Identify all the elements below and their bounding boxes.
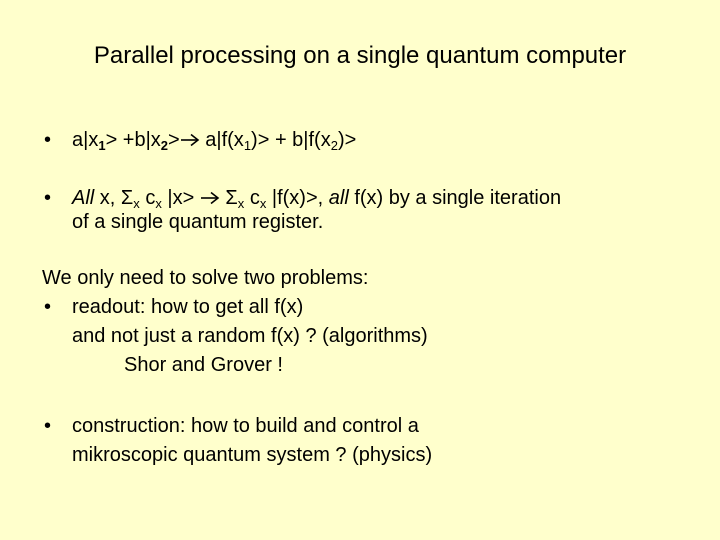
construction-line-1: construction: how to build and control a [72, 415, 419, 437]
bullet-2-line-1: All x, $\Sigma_x$ $c_x$ $|x> \Sigma_x$ $c_x$ |f(x)>, all f(x) by a single iteration [72, 187, 562, 211]
bullet-2-line-2: of a single quantum register. [72, 211, 324, 233]
construction-line-2: mikroscopic quantum system ? (physics) [72, 444, 433, 466]
bullet-marker: • [44, 296, 52, 318]
construction-bullet [44, 412, 432, 470]
bullet-1 [44, 128, 356, 152]
right-arrow-icon [180, 133, 200, 147]
readout-line-1: readout: how to get all f(x) [72, 296, 304, 318]
readout-line-2: and not just a random f(x) ? (algorithms) [72, 325, 428, 347]
right-arrow-icon [200, 191, 220, 205]
problems-intro: We only need to solve two problems: [42, 267, 369, 289]
problems-paragraph [42, 264, 428, 380]
bullet-1-text: $a|x_1> +b|x_2> a|f(x_1)> + b|f(x_2)>$ [72, 129, 357, 153]
slide-title: Parallel processing on a single quantum computer [93, 42, 627, 69]
bullet-marker: • [44, 187, 52, 209]
readout-line-3: Shor and Grover ! [124, 354, 283, 376]
bullet-2 [44, 186, 561, 234]
bullet-marker: • [44, 415, 52, 437]
bullet-marker: • [44, 129, 52, 151]
